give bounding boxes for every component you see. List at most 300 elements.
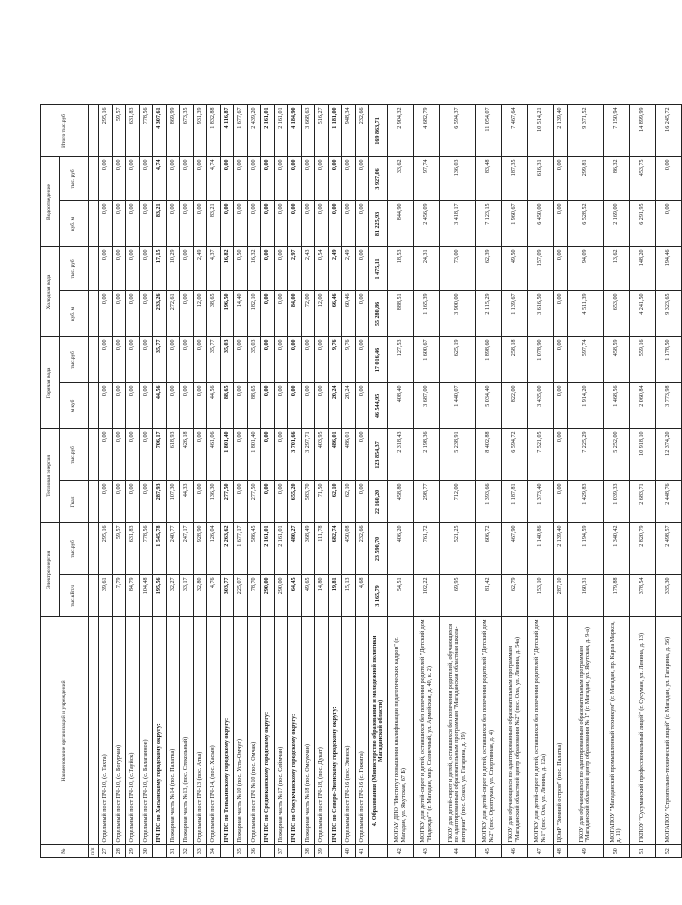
row-value: 0,00 [126, 383, 140, 429]
row-name: Отдельный пост ПЧ-10, (с. Тахта) [99, 617, 113, 845]
row-value: 2 820,79 [629, 523, 655, 575]
row-value: 19,81 [328, 575, 342, 617]
row-value: 618,93 [166, 429, 180, 481]
row-number: 51 [629, 845, 655, 858]
row-value: 299,81 [567, 157, 603, 201]
row-name: ПЧ ПС по Северо-Эвенскому городскому округу: [328, 617, 342, 845]
row-total: 948,34 [342, 105, 356, 157]
row-value: 0,00 [554, 481, 568, 523]
row-value: 94,09 [567, 247, 603, 291]
table-row [112, 105, 126, 858]
header-group-hot-water: Горячая вода [41, 337, 60, 429]
row-value: 1 914,20 [567, 383, 603, 429]
row-value: 0,00 [180, 157, 194, 201]
row-value: 0,00 [166, 157, 180, 201]
row-name: ПЧ ПС по Омсукчанскому городскому округу: [288, 617, 302, 845]
row-value: 1 429,83 [567, 481, 603, 523]
row-value: 16,82 [220, 247, 234, 291]
row-number: 35 [234, 845, 248, 858]
row-value: 0,00 [247, 201, 261, 247]
row-number: 27 [99, 845, 113, 858]
row-value: 1 039,33 [603, 481, 629, 523]
row-value: 0,00 [139, 337, 153, 383]
row-value: 625,19 [440, 337, 476, 383]
row-value: 0,00 [355, 481, 369, 523]
row-value: 23 590,70 [369, 523, 388, 575]
row-name: Пожарная часть №17 (пос. Сеймчан) [274, 617, 288, 845]
row-value: 0,00 [355, 157, 369, 201]
row-number [261, 845, 275, 858]
row-number: 38 [301, 845, 315, 858]
row-value: 55 280,86 [369, 291, 388, 337]
table-row [301, 105, 315, 858]
row-value: 298,77 [414, 481, 440, 523]
row-value: 0,00 [355, 247, 369, 291]
row-value: 111,78 [315, 523, 329, 575]
row-value: 0,00 [261, 247, 275, 291]
row-value: 0,00 [301, 201, 315, 247]
row-value: 0,00 [180, 337, 194, 383]
row-value: 32,27 [166, 575, 180, 617]
row-value: 195,56 [153, 575, 167, 617]
row-value: 7,79 [112, 575, 126, 617]
row-number: 32 [180, 845, 194, 858]
row-value: 0,00 [554, 337, 568, 383]
row-value: 0,00 [139, 201, 153, 247]
row-value: 583,70 [301, 481, 315, 523]
row-value: 20,24 [328, 383, 342, 429]
row-name: МОГАПОУ "Магаданский промышленный техникум" (г. Магадан, пр. Карла Маркса, д. 11) [603, 617, 629, 845]
row-total: 3 668,63 [301, 105, 315, 157]
row-value: 0,00 [139, 247, 153, 291]
row-value: 3 165,79 [369, 575, 388, 617]
row-value: 14,80 [315, 575, 329, 617]
row-value: 0,00 [139, 291, 153, 337]
row-number: 39 [315, 845, 329, 858]
row-total: 7 467,64 [502, 105, 528, 157]
row-total: 1 181,00 [328, 105, 342, 157]
header-unit: куб. м [60, 291, 89, 337]
row-value: 9,76 [328, 337, 342, 383]
row-value: 0,00 [193, 429, 207, 481]
header-unit: куб. м [60, 201, 89, 247]
row-name: МОГАУ ДПО "Институт повышения квалификации педагогических кадров" (г. Магадан, ул. Якутская, 67 Б) [388, 617, 414, 845]
row-value: 62,10 [342, 481, 356, 523]
subtotal-row [328, 105, 342, 858]
row-value: 0,00 [655, 201, 681, 247]
table-row [247, 105, 261, 858]
table-row [476, 105, 502, 858]
table-row [193, 105, 207, 858]
header-row-groups [41, 105, 60, 858]
header-group-heat: Тепловая энергия [41, 429, 60, 523]
header-unit: тыс.руб [60, 337, 89, 383]
row-value: 461,06 [207, 429, 221, 481]
row-value: 0,00 [220, 201, 234, 247]
row-value: 136,03 [440, 157, 476, 201]
row-value: 0,00 [126, 481, 140, 523]
row-value: 378,54 [629, 575, 655, 617]
row-value: 62,39 [476, 247, 502, 291]
row-value: 0,00 [355, 337, 369, 383]
table-row [554, 105, 568, 858]
row-value: 46 544,95 [369, 383, 388, 429]
table-row [502, 105, 528, 858]
row-name: 4. Образования (Министерство образования и молодежной политики Магаданской области) [369, 617, 388, 845]
row-value: 0,00 [234, 481, 248, 523]
row-value: 290,00 [274, 575, 288, 617]
row-number: 45 [476, 845, 502, 858]
row-total: 10 514,21 [528, 105, 554, 157]
row-value: 0,00 [301, 157, 315, 201]
row-value: 0,00 [315, 201, 329, 247]
row-value: 72,00 [301, 291, 315, 337]
table-row [342, 105, 356, 858]
row-value: 631,83 [126, 523, 140, 575]
row-value: 458,80 [388, 481, 414, 523]
row-value: 0,00 [112, 291, 126, 337]
row-value: 0,00 [99, 337, 113, 383]
row-name: Отдельный пост ПЧ-10, (с. Богурчан) [112, 617, 126, 845]
row-value: 127,53 [388, 337, 414, 383]
row-value: 406,20 [388, 523, 414, 575]
row-value: 0,00 [554, 157, 568, 201]
row-name: Пожарная часть №18 (пос. Омсукчан) [301, 617, 315, 845]
row-name: МОГКУ для детей-сирот и детей, оставшихся без попечения родителей "Детский дом №2" (пос. Ороптукан, ул. Спортивная, д. 4) [476, 617, 502, 845]
row-value: 1 078,90 [528, 337, 554, 383]
table-row [180, 105, 194, 858]
row-value: 8 402,88 [476, 429, 502, 481]
row-value: 0,00 [261, 429, 275, 481]
row-value: 232,66 [355, 523, 369, 575]
row-value: 160,31 [567, 575, 603, 617]
row-name: Отдельный пост ПЧ №10 (пос. Омчак) [247, 617, 261, 845]
row-value: 6 594,72 [502, 429, 528, 481]
row-value: 1 140,86 [528, 523, 554, 575]
row-value: 844,90 [388, 201, 414, 247]
row-value: 0,00 [301, 337, 315, 383]
row-value: 83,21 [207, 201, 221, 247]
row-value: 0,00 [301, 383, 315, 429]
row-value: 0,00 [355, 291, 369, 337]
row-total: 2 139,40 [554, 105, 568, 157]
row-value: 1 139,67 [502, 291, 528, 337]
row-value: 59,57 [112, 523, 126, 575]
row-value: 0,00 [112, 481, 126, 523]
row-number: 48 [554, 845, 568, 858]
row-value: 1 545,78 [153, 523, 167, 575]
row-value: 0,00 [274, 157, 288, 201]
table-row [139, 105, 153, 858]
row-value: 5 238,91 [440, 429, 476, 481]
row-number: 40 [342, 845, 356, 858]
row-value: 0,00 [180, 383, 194, 429]
row-value: 0,00 [112, 247, 126, 291]
row-number: 33 [193, 845, 207, 858]
row-value: 0,00 [234, 201, 248, 247]
row-number: 34 [207, 845, 221, 858]
row-value: 225,07 [234, 575, 248, 617]
row-value: 1 165,39 [414, 291, 440, 337]
row-value: 277,50 [247, 481, 261, 523]
header-group-drainage: Водоотведение [41, 157, 60, 247]
row-value: 616,31 [528, 157, 554, 201]
row-value: 0,00 [274, 201, 288, 247]
row-value: 1 801,40 [247, 429, 261, 481]
row-value: 0,00 [139, 481, 153, 523]
row-value: 187,35 [502, 157, 528, 201]
row-value: 0,00 [166, 383, 180, 429]
row-value: 335,30 [655, 575, 681, 617]
row-value: 0,00 [166, 201, 180, 247]
row-value: 157,09 [528, 247, 554, 291]
row-value: 2 683,71 [629, 481, 655, 523]
row-value: 81,42 [476, 575, 502, 617]
row-value: 12,00 [315, 291, 329, 337]
table-row [274, 105, 288, 858]
row-name: Отдельный пост ПЧ-14, (пос. Хасын) [207, 617, 221, 845]
row-value: 0,00 [193, 383, 207, 429]
row-value: 5 252,00 [603, 429, 629, 481]
table-row [414, 105, 440, 858]
row-value: 84,79 [126, 575, 140, 617]
row-value: 88,65 [247, 383, 261, 429]
row-name: ПЧ ПС по Тенькинскому городскому округу: [220, 617, 234, 845]
row-value: 0,00 [234, 429, 248, 481]
row-value: 761,72 [414, 523, 440, 575]
row-value: 0,00 [126, 337, 140, 383]
row-total: 631,83 [126, 105, 140, 157]
row-value: 7 225,29 [567, 429, 603, 481]
row-value: 928,90 [193, 523, 207, 575]
row-value: 0,00 [315, 157, 329, 201]
row-value: 0,00 [112, 383, 126, 429]
row-number: 46 [502, 845, 528, 858]
row-value: 196,50 [220, 291, 234, 337]
row-value: 84,00 [288, 291, 302, 337]
row-value: 706,17 [153, 429, 167, 481]
row-value: 888,51 [388, 291, 414, 337]
row-value: 3 616,50 [528, 291, 554, 337]
subtotal-row [153, 105, 167, 858]
row-value: 0,00 [99, 429, 113, 481]
row-value: 0,00 [126, 247, 140, 291]
row-value: 0,00 [220, 157, 234, 201]
table-row [567, 105, 603, 858]
utilities-table [40, 104, 682, 858]
row-value: 39,61 [99, 575, 113, 617]
row-value: 97,74 [414, 157, 440, 201]
row-value: 0,00 [274, 337, 288, 383]
row-value: 83,48 [476, 157, 502, 201]
row-value: 653,00 [603, 291, 629, 337]
row-name: ГКПОУ "Сусуманский профессиональный лицей" (г. Сусуман, ул. Ленина, д. 13) [629, 617, 655, 845]
row-value: 3 701,66 [288, 429, 302, 481]
row-name: Отдельный пост ПЧ-10, (с. Балаганное) [139, 617, 153, 845]
row-value: 0,00 [288, 157, 302, 201]
row-number [369, 845, 388, 858]
row-name: Отдельный пост ПЧ-10, (с.Тауйск) [126, 617, 140, 845]
row-value: 655,20 [288, 481, 302, 523]
row-value: 33,62 [388, 157, 414, 201]
row-value: 682,74 [328, 523, 342, 575]
row-value: 258,18 [502, 337, 528, 383]
row-total: 2 904,32 [388, 105, 414, 157]
row-value: 62,79 [502, 575, 528, 617]
row-name: ГКОУ для обучающихся по адаптированным образовательным программам "Магаданский областной центр образования №2" (пос. Ола, ул. Ленина, д. 54а) [502, 617, 528, 845]
row-total: 516,27 [315, 105, 329, 157]
row-value: 18,53 [388, 247, 414, 291]
row-value: 303,77 [220, 575, 234, 617]
row-value: 182,10 [247, 291, 261, 337]
row-name: ПЧ ПС по Хасынскому городскому округу: [153, 617, 167, 845]
row-value: 4 511,39 [567, 291, 603, 337]
row-value: 0,00 [288, 337, 302, 383]
row-value: 0,00 [554, 429, 568, 481]
row-value: 179,88 [603, 575, 629, 617]
row-value: 408,40 [388, 383, 414, 429]
row-value: 287,10 [554, 575, 568, 617]
row-number: 29 [126, 845, 140, 858]
row-total: 295,16 [99, 105, 113, 157]
row-value: 0,00 [193, 337, 207, 383]
row-value: 3 900,00 [440, 291, 476, 337]
row-value: 5 034,40 [476, 383, 502, 429]
row-name: Пожарная часть №14 (пос. Палатка) [166, 617, 180, 845]
row-value: 22 160,20 [369, 481, 388, 523]
row-number: 37 [274, 845, 288, 858]
header-group-electricity: Электроэнергия [41, 523, 60, 617]
row-total: 2 161,01 [274, 105, 288, 157]
row-value: 0,00 [112, 157, 126, 201]
row-total: 6 594,37 [440, 105, 476, 157]
row-value: 1 393,66 [476, 481, 502, 523]
row-value: 0,00 [99, 157, 113, 201]
row-value: 35,77 [207, 337, 221, 383]
row-value: 597,74 [567, 337, 603, 383]
row-value: 3 773,98 [655, 383, 681, 429]
header-unit: тыс. руб [60, 247, 89, 291]
row-value: 0,00 [139, 383, 153, 429]
header-unit: м куб [60, 383, 89, 429]
row-value: 2 318,43 [388, 429, 414, 481]
row-value: 606,72 [476, 523, 502, 575]
row-value: 44,56 [153, 383, 167, 429]
header-unit: тыс.руб [60, 429, 89, 481]
row-value: 3 435,00 [528, 383, 554, 429]
row-value: 1 475,11 [369, 247, 388, 291]
row-value: 10,29 [166, 247, 180, 291]
row-value: 6 450,00 [528, 201, 554, 247]
row-name: МОГКУ для детей-сирот и детей, оставшихся без попечения родителей "Детский дом №1" (пос. Ола, ул. Ленина, д. 12а) [528, 617, 554, 845]
row-value: 16,32 [247, 247, 261, 291]
row-value: 1 440,07 [440, 383, 476, 429]
row-value: 0,00 [234, 337, 248, 383]
row-value: 2,49 [193, 247, 207, 291]
row-value: 586,45 [247, 523, 261, 575]
row-value: 136,30 [207, 481, 221, 523]
row-value: 64,45 [288, 575, 302, 617]
row-value: 480,27 [288, 523, 302, 575]
row-value: 0,00 [126, 291, 140, 337]
table-body [99, 105, 682, 858]
row-value: 0,00 [355, 383, 369, 429]
row-value: 2 263,62 [220, 523, 234, 575]
row-value: 0,00 [655, 157, 681, 201]
row-value: 0,00 [99, 201, 113, 247]
row-total: 7 150,94 [603, 105, 629, 157]
row-value: 0,00 [193, 481, 207, 523]
row-total: 59,57 [112, 105, 126, 157]
row-value: 12,00 [193, 291, 207, 337]
table-row [234, 105, 248, 858]
row-value: 38,65 [207, 291, 221, 337]
row-number [288, 845, 302, 858]
row-value: 0,54 [315, 247, 329, 291]
subtotal-row [288, 105, 302, 858]
row-value: 0,00 [112, 429, 126, 481]
row-total: 778,56 [139, 105, 153, 157]
row-value: 0,00 [126, 201, 140, 247]
row-value: 778,56 [139, 523, 153, 575]
row-value: 0,00 [126, 157, 140, 201]
row-value: 2 161,01 [261, 523, 275, 575]
row-value: 0,00 [274, 481, 288, 523]
row-name: ЦОиР "Зимний остров" (пос. Палатка) [554, 617, 568, 845]
row-value: 0,00 [328, 157, 342, 201]
row-value: 24,31 [414, 247, 440, 291]
row-value: 368,49 [301, 523, 315, 575]
row-number: 49 [567, 845, 603, 858]
row-value: 450,08 [342, 523, 356, 575]
row-value: 0,00 [274, 429, 288, 481]
row-value: 35,03 [220, 337, 234, 383]
row-value: 0,00 [166, 337, 180, 383]
header-unit: тыс.кВт.ч [60, 575, 89, 617]
row-value: 54,51 [388, 575, 414, 617]
row-number: 36 [247, 845, 261, 858]
row-value: 4,76 [207, 575, 221, 617]
header-unit: тыс.руб [60, 523, 89, 575]
row-value: 17,15 [153, 247, 167, 291]
row-value: 240,77 [166, 523, 180, 575]
row-value: 0,00 [288, 201, 302, 247]
row-value: 32,80 [193, 575, 207, 617]
table-row [355, 105, 369, 858]
row-value: 102,22 [414, 575, 440, 617]
row-value: 0,00 [99, 481, 113, 523]
row-value: 44,56 [207, 383, 221, 429]
row-value: 290,00 [261, 575, 275, 617]
row-value: 453,75 [629, 157, 655, 201]
row-value: 81 225,93 [369, 201, 388, 247]
row-value: 9 323,65 [655, 291, 681, 337]
row-value: 521,25 [440, 523, 476, 575]
row-value: 0,00 [126, 429, 140, 481]
row-value: 0,50 [234, 247, 248, 291]
row-name: Отдельный пост ПЧ-18, (пос. Дукат) [315, 617, 329, 845]
row-total: 2 161,01 [261, 105, 275, 157]
row-value: 1 373,40 [528, 481, 554, 523]
row-value: 1 600,67 [414, 337, 440, 383]
row-name: ГКОУ для обучающихся по адаптированным образовательным программам "Магаданский областной центр образования № 1" (г. Магадан, ул. Якутская, д. 9-а) [567, 617, 603, 845]
row-value: 12 374,20 [655, 429, 681, 481]
row-value: 104,48 [139, 575, 153, 617]
row-name: Отдельный пост ПЧ-16 (с. Гижига) [355, 617, 369, 845]
row-value: 0,00 [261, 201, 275, 247]
row-value: 35,03 [247, 337, 261, 383]
row-value: 1 801,40 [220, 429, 234, 481]
